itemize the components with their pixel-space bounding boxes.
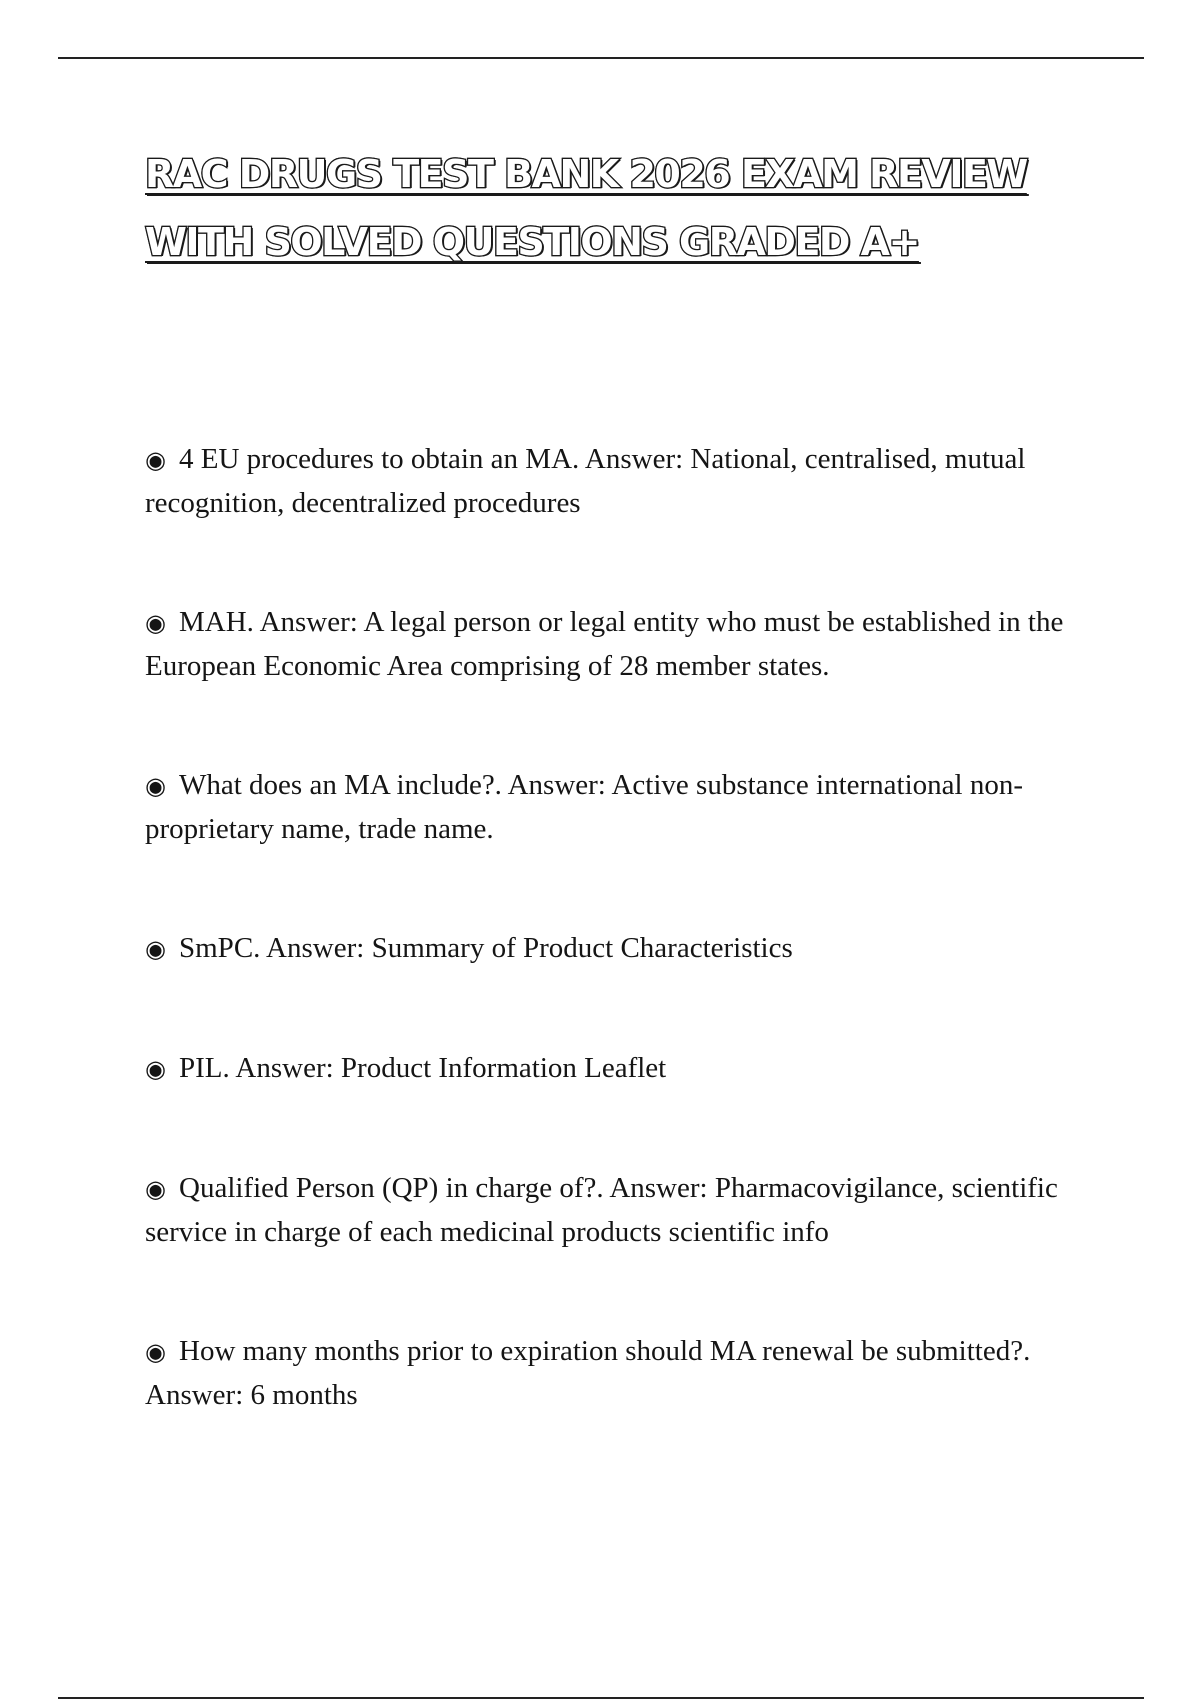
qa-item-1: [145, 438, 1095, 525]
top-rule: [58, 57, 1144, 59]
bottom-rule: [58, 1697, 1144, 1699]
bullet-icon: ◉: [145, 609, 166, 637]
qa-item-4: [145, 927, 1095, 971]
qa-item-7: [145, 1330, 1095, 1417]
qa-item-6: [145, 1167, 1095, 1254]
bullet-icon: ◉: [145, 1338, 166, 1366]
bullet-icon: ◉: [145, 446, 166, 474]
bullet-icon: ◉: [145, 772, 166, 800]
bullet-icon: ◉: [145, 1175, 166, 1203]
document-title: RAC DRUGS TEST BANK 2026 EXAM REVIEW WITH SOLVED QUESTIONS GRADED A+: [145, 152, 1027, 264]
qa-item-text: How many months prior to expiration should MA renewal be submitted?. Answer: 6 months: [145, 1335, 1031, 1411]
qa-item-2: [145, 601, 1095, 688]
qa-item-text: What does an MA include?. Answer: Active substance international non-proprietary name, trade name.: [145, 769, 1024, 845]
qa-item-text: SmPC. Answer: Summary of Product Characteristics: [179, 932, 793, 964]
qa-item-5: [145, 1047, 1095, 1091]
qa-item-text: PIL. Answer: Product Information Leaflet: [179, 1052, 667, 1084]
qa-item-text: MAH. Answer: A legal person or legal entity who must be established in the European Economic Area comprising of 28 member states.: [145, 606, 1064, 682]
qa-item-3: [145, 764, 1095, 851]
bullet-icon: ◉: [145, 1055, 166, 1083]
bullet-icon: ◉: [145, 935, 166, 963]
qa-list: [145, 438, 1095, 1493]
qa-item-text: 4 EU procedures to obtain an MA. Answer: National, centralised, mutual recognition, decentralized procedures: [145, 443, 1026, 519]
qa-item-text: Qualified Person (QP) in charge of?. Answer: Pharmacovigilance, scientific service in charge of each medicinal products scientific info: [145, 1172, 1058, 1248]
